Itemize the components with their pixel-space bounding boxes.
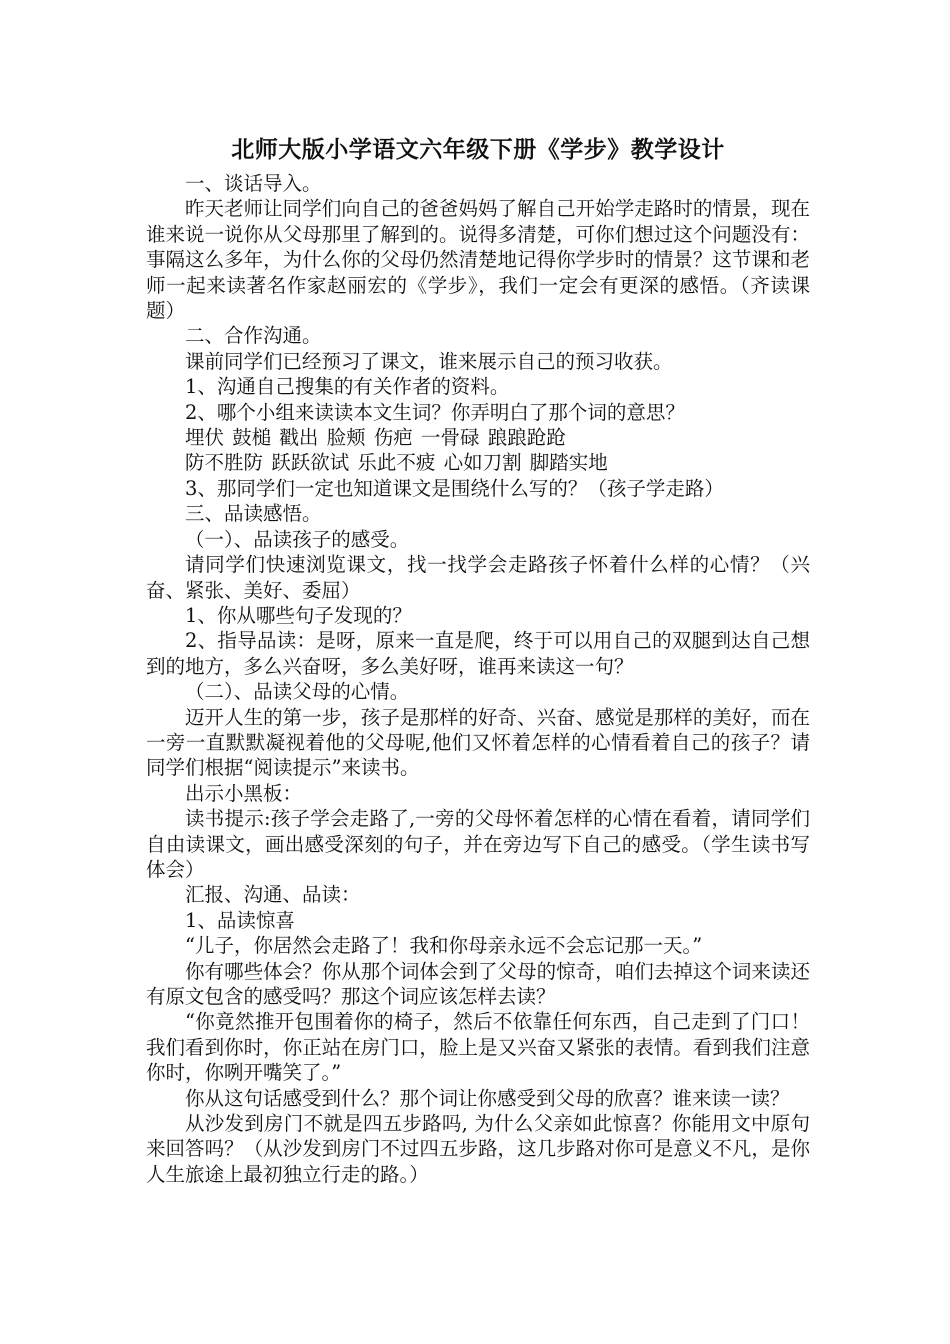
paragraph: 读书提示:孩子学会走路了,一旁的父母怀着怎样的心情在看着，请同学们自由读课文，画出感受深刻的句子，并在旁边写下自己的感受。（学生读书写体会） bbox=[146, 807, 810, 881]
paragraph: 请同学们快速浏览课文，找一找学会走路孩子怀着什么样的心情？（兴奋、紧张、美好、委屈） bbox=[146, 553, 810, 602]
list-item: 1、品读惊喜 bbox=[185, 908, 295, 932]
list-item: 2、指导品读：是呀，原来一直是爬，终于可以用自己的双腿到达自己想到的地方，多么兴奋呀，多么美好呀，谁再来读这一句？ bbox=[146, 629, 810, 678]
list-item: 1、沟通自己搜集的有关作者的资料。 bbox=[185, 375, 510, 399]
subsection-heading: （一）、品读孩子的感受。 bbox=[185, 527, 410, 551]
paragraph: 从沙发到房门不就是四五步路吗, 为什么父亲如此惊喜？你能用文中原句来回答吗？（从沙发到房门不过四五步路，这几步路对你可是意义不凡，是你人生旅途上最初独立行走的路。） bbox=[146, 1112, 810, 1186]
section-heading: 三、品读感悟。 bbox=[185, 502, 322, 526]
paragraph: 迈开人生的第一步，孩子是那样的好奇、兴奋、感觉是那样的美好，而在一旁一直默默凝视着他的父母呢,他们又怀着怎样的心情看着自己的孩子？请同学们根据“阅读提示”来读书。 bbox=[146, 705, 810, 780]
paragraph: 出示小黑板： bbox=[185, 781, 303, 805]
document-page bbox=[146, 133, 810, 1187]
document-title: 北师大版小学语文六年级下册《学步》教学设计 bbox=[231, 137, 725, 163]
quote: “你竟然推开包围着你的椅子，然后不依靠任何东西，自己走到了门口！我们看到你时，你正站在房门口，脸上是又兴奋又紧张的表情。看到我们注意你时，你咧开嘴笑了。” bbox=[146, 1010, 810, 1085]
subsection-heading: （二）、品读父母的心情。 bbox=[185, 680, 410, 704]
section-heading: 二、合作沟通。 bbox=[185, 324, 322, 348]
list-item: 1、你从哪些句子发现的？ bbox=[185, 603, 412, 627]
paragraph: 昨天老师让同学们向自己的爸爸妈妈了解自己开始学走路时的情景，现在谁来说一说你从父母那里了解到的。说得多清楚，可你们想过这个问题没有：事隔这么多年，为什么你的父母仍然清楚地记得你学步时的情景？这节课和老师一起来读著名作家赵丽宏的《学步》，我们一定会有更深的感悟。（齐读课题） bbox=[146, 197, 810, 323]
vocabulary-line: 防不胜防 跃跃欲试 乐此不疲 心如刀割 脚踏实地 bbox=[185, 451, 608, 475]
paragraph: 你有哪些体会？你从那个词体会到了父母的惊奇，咱们去掉这个词来读还有原文包含的感受吗？那这个词应该怎样去读？ bbox=[146, 959, 810, 1008]
paragraph: 汇报、沟通、品读： bbox=[185, 883, 361, 907]
paragraph: 课前同学们已经预习了课文，谁来展示自己的预习收获。 bbox=[185, 349, 673, 373]
vocabulary-line: 埋伏 鼓槌 戳出 脸颊 伤疤 一骨碌 踉踉跄跄 bbox=[185, 426, 566, 450]
quote: “儿子，你居然会走路了！我和你母亲永远不会忘记那一天。” bbox=[185, 934, 703, 958]
paragraph: 你从这句话感受到什么？那个词让你感受到父母的欣喜？谁来读一读？ bbox=[185, 1086, 790, 1110]
list-item: 3、那同学们一定也知道课文是围绕什么写的？（孩子学走路） bbox=[185, 476, 724, 500]
list-item: 2、哪个小组来读读本文生词？你弄明白了那个词的意思？ bbox=[185, 400, 685, 424]
section-heading: 一、谈话导入。 bbox=[185, 172, 322, 195]
